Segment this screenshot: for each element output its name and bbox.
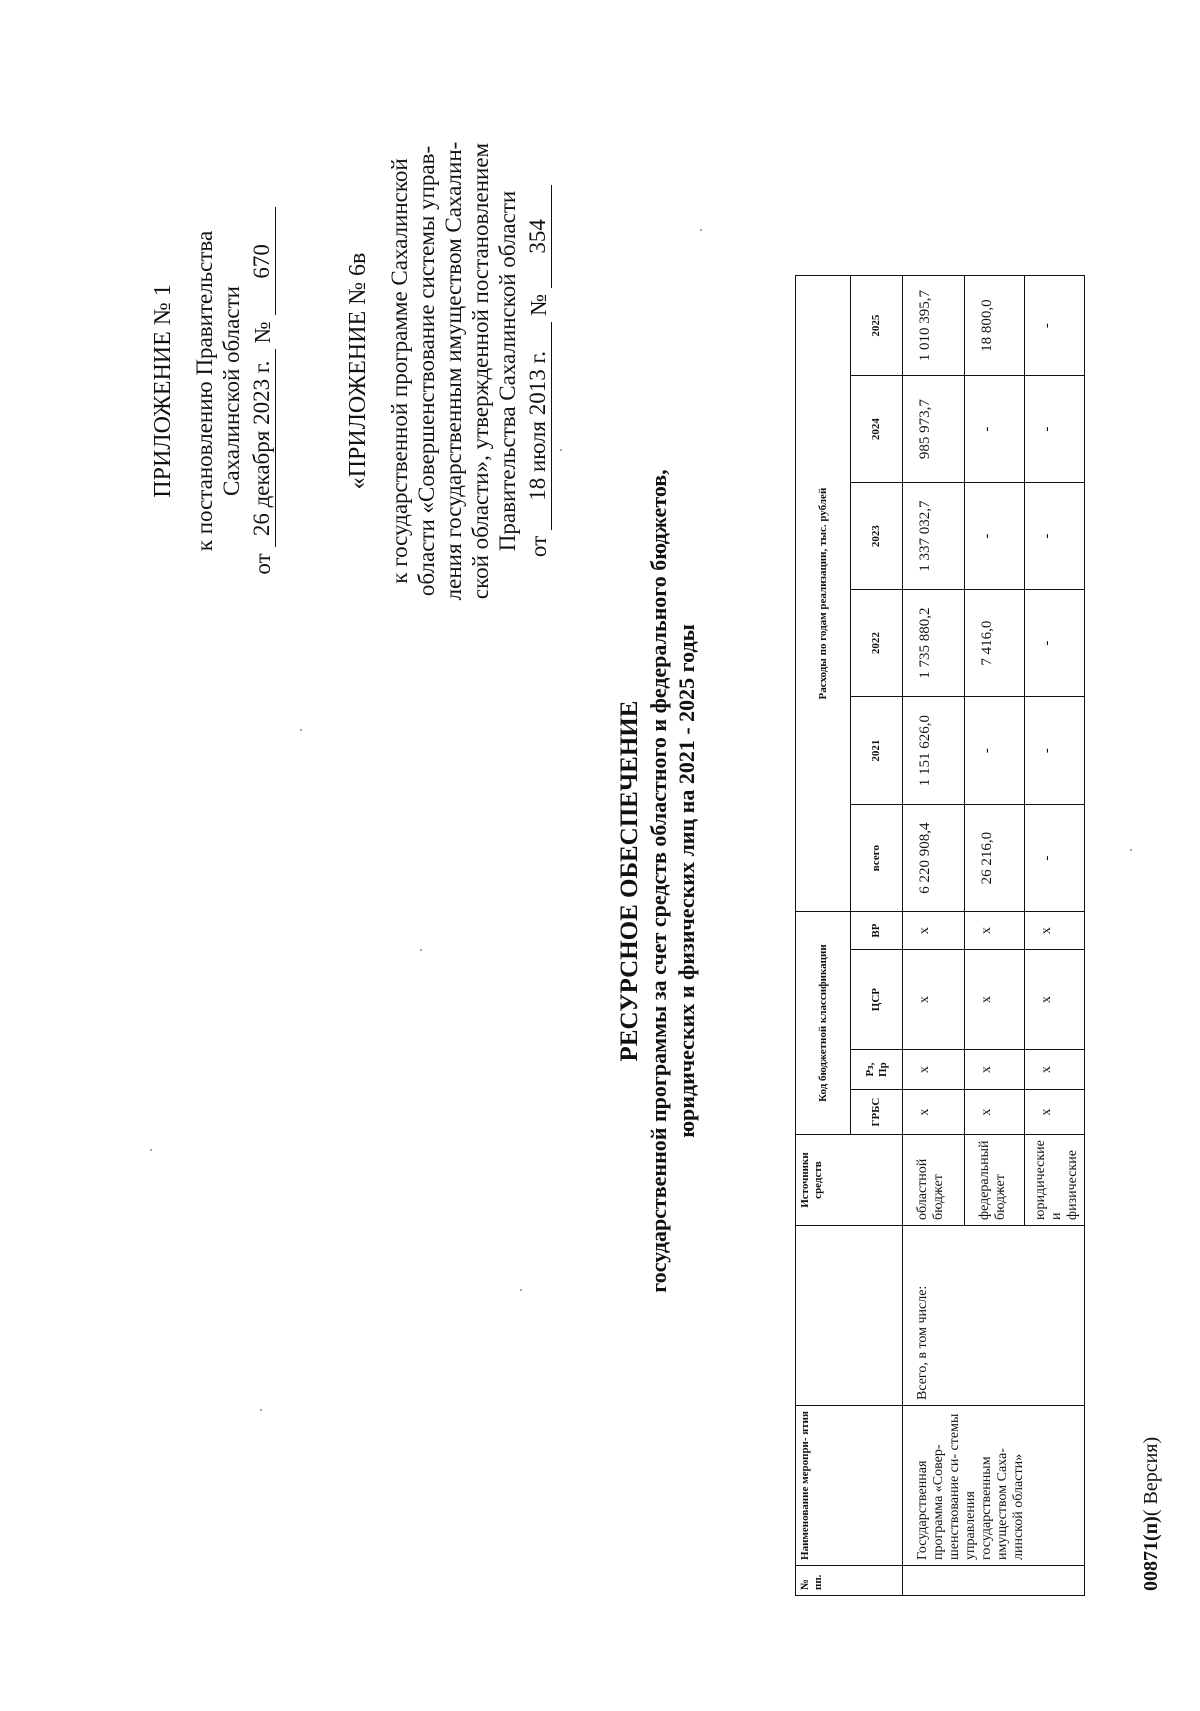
appendix-6v-no-sign: № bbox=[526, 293, 551, 316]
y2025-cell: 18 800,0 bbox=[965, 276, 1025, 376]
header-2021: 2021 bbox=[851, 697, 903, 805]
document-title-line1: РЕСУРСНОЕ ОБЕСПЕЧЕНИЕ bbox=[616, 700, 643, 1062]
rzpr-cell: х bbox=[965, 1050, 1025, 1090]
resource-table-wrap bbox=[795, 275, 1085, 1596]
scan-speck bbox=[700, 229, 702, 231]
rzpr-cell: х bbox=[903, 1050, 965, 1090]
header-2025: 2025 bbox=[851, 276, 903, 376]
header-expenses-group: Расходы по годам реализации, тыс. рублей bbox=[796, 276, 851, 912]
document-title-line2: государственной программы за счет средств областного и федерального бюджетов, bbox=[646, 469, 671, 1293]
row-num-cell bbox=[903, 1566, 1085, 1596]
header-name: Наименование меропри- ятия bbox=[796, 1406, 903, 1566]
y2023-cell: - bbox=[1025, 483, 1085, 590]
appendix-1-date-row bbox=[249, 181, 276, 601]
header-sources: Источники средств bbox=[796, 1135, 903, 1226]
appendix-1-line2: Сахалинской области bbox=[219, 286, 244, 496]
program-name: Государственная программа «Совер- шенствование си- стемы управления государственным имуществом Саха- линской области» bbox=[903, 1406, 1085, 1566]
appendix-6v-line4: ской области», утвержденной постановлением bbox=[468, 142, 493, 600]
appendix-1-title: ПРИЛОЖЕНИЕ № 1 bbox=[150, 284, 176, 498]
appendix-1-line1: к постановлению Правительства bbox=[192, 230, 217, 552]
resource-table bbox=[795, 275, 1085, 1596]
appendix-1-block bbox=[150, 181, 276, 601]
header-vr: ВР bbox=[851, 912, 903, 950]
y2022-cell: - bbox=[1025, 590, 1085, 697]
header-csr: ЦСР bbox=[851, 950, 903, 1050]
source-cell: областной бюджет bbox=[903, 1135, 965, 1226]
header-rzpr: Рз, Пр bbox=[851, 1050, 903, 1090]
scan-speck bbox=[560, 449, 562, 451]
csr-cell: х bbox=[903, 950, 965, 1050]
y2024-cell: - bbox=[965, 376, 1025, 483]
csr-cell: х bbox=[965, 950, 1025, 1050]
y2024-cell: - bbox=[1025, 376, 1085, 483]
appendix-6v-line3: ления государственным имуществом Сахалин- bbox=[441, 141, 466, 601]
scan-speck bbox=[1130, 849, 1132, 851]
appendix-6v-date-row bbox=[525, 91, 552, 651]
header-code-group: Код бюджетной классификации bbox=[796, 912, 851, 1135]
vr-cell: х bbox=[965, 912, 1025, 950]
y2025-cell: 1 010 395,7 bbox=[903, 276, 965, 376]
appendix-6v-line5: Правительства Сахалинской области bbox=[495, 190, 520, 552]
header-2024: 2024 bbox=[851, 376, 903, 483]
header-2022: 2022 bbox=[851, 590, 903, 697]
appendix-6v-date: 18 июля 2013 г. bbox=[525, 322, 552, 530]
rzpr-cell: х bbox=[1025, 1050, 1085, 1090]
document-title bbox=[615, 161, 701, 1601]
y2025-cell: - bbox=[1025, 276, 1085, 376]
grbs-cell: х bbox=[903, 1090, 965, 1135]
scan-speck bbox=[260, 1409, 262, 1411]
scan-speck bbox=[300, 729, 302, 731]
total-cell: 26 216,0 bbox=[965, 805, 1025, 912]
appendix-1-from: от bbox=[250, 553, 275, 575]
vr-cell: х bbox=[903, 912, 965, 950]
grbs-cell: х bbox=[1025, 1090, 1085, 1135]
scan-speck bbox=[420, 949, 422, 951]
header-total: всего bbox=[851, 805, 903, 912]
y2022-cell: 7 416,0 bbox=[965, 590, 1025, 697]
grbs-cell: х bbox=[965, 1090, 1025, 1135]
table-header-row-1 bbox=[796, 276, 851, 1596]
table-row bbox=[903, 276, 965, 1596]
document-title-line3: юридических и физических лиц на 2021 - 2025 годы bbox=[674, 624, 699, 1138]
total-label: Всего, в том числе: bbox=[903, 1226, 1085, 1406]
appendix-6v-number: 354 bbox=[525, 185, 552, 288]
appendix-6v-block bbox=[345, 91, 552, 651]
header-empty bbox=[796, 1226, 903, 1406]
appendix-6v-line2: области «Совершенствование системы управ- bbox=[414, 145, 439, 597]
scan-speck bbox=[150, 1149, 152, 1151]
total-cell: - bbox=[1025, 805, 1085, 912]
y2023-cell: 1 337 032,7 bbox=[903, 483, 965, 590]
vr-cell: х bbox=[1025, 912, 1085, 950]
version-label: ( Версия) bbox=[1140, 1436, 1162, 1517]
header-grbs: ГРБС bbox=[851, 1090, 903, 1135]
y2021-cell: - bbox=[1025, 697, 1085, 805]
header-2023: 2023 bbox=[851, 483, 903, 590]
appendix-6v-line1: к государственной программе Сахалинской bbox=[387, 158, 412, 584]
appendix-1-date: 26 декабря 2023 г. bbox=[249, 349, 276, 547]
y2021-cell: 1 151 626,0 bbox=[903, 697, 965, 805]
scan-speck bbox=[520, 1289, 522, 1291]
source-cell: юридические и физические bbox=[1025, 1135, 1085, 1226]
version-footer bbox=[1140, 1437, 1163, 1591]
total-cell: 6 220 908,4 bbox=[903, 805, 965, 912]
appendix-6v-from: от bbox=[526, 535, 551, 558]
y2024-cell: 985 973,7 bbox=[903, 376, 965, 483]
header-num: № пп. bbox=[796, 1566, 903, 1596]
y2023-cell: - bbox=[965, 483, 1025, 590]
csr-cell: х bbox=[1025, 950, 1085, 1050]
version-code: 00871(п) bbox=[1140, 1516, 1162, 1591]
appendix-1-no-sign: № bbox=[250, 321, 275, 344]
appendix-1-number: 670 bbox=[249, 207, 276, 315]
appendix-6v-title: «ПРИЛОЖЕНИЕ № 6в bbox=[345, 252, 371, 490]
y2022-cell: 1 735 880,2 bbox=[903, 590, 965, 697]
y2021-cell: - bbox=[965, 697, 1025, 805]
source-cell: федеральный бюджет bbox=[965, 1135, 1025, 1226]
